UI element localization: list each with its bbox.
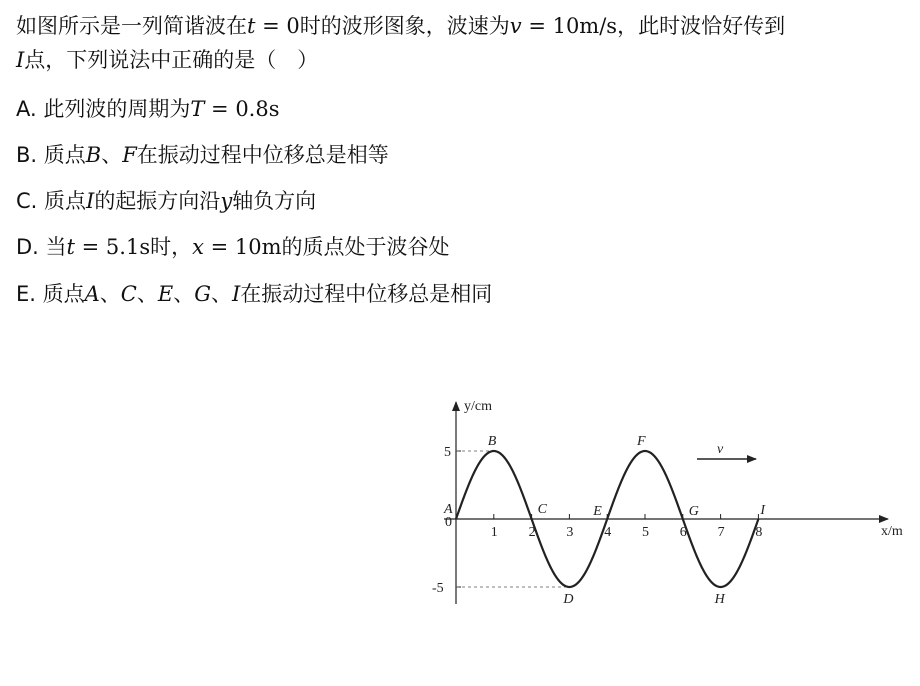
math-eq: = 10m/s — [521, 14, 618, 38]
point-label: D — [563, 592, 574, 607]
point-label: A — [444, 502, 453, 517]
x-tick-label: 5 — [642, 525, 649, 540]
x-tick-label: 4 — [604, 525, 612, 540]
point-label: C — [537, 502, 547, 517]
math-t: t — [247, 14, 256, 38]
point-label: E — [593, 504, 602, 519]
math-eq: = 0 — [255, 14, 300, 38]
point-label: H — [714, 592, 725, 607]
x-tick-label: 7 — [717, 525, 725, 540]
x-tick-label: 2 — [528, 525, 536, 540]
y-tick-label: 5 — [444, 445, 451, 460]
wave-figure — [420, 392, 920, 622]
option-e[interactable]: E. 质点A、C、E、G、I在振动过程中位移总是相同 — [16, 282, 493, 306]
math-v: v — [509, 14, 522, 38]
velocity-arrow — [697, 442, 756, 459]
option-d[interactable]: D. 当t = 5.1s时，x = 10m的质点处于波谷处 — [16, 235, 450, 259]
option-c[interactable]: C. 质点I的起振方向沿y轴负方向 — [16, 189, 317, 213]
x-axis-label: x/m — [881, 524, 903, 539]
point-label: F — [637, 434, 646, 449]
axes — [444, 402, 888, 604]
x-tick-label: 3 — [566, 525, 574, 540]
velocity-label: v — [717, 442, 724, 457]
stem-text: 如图所示是一列简谐波在 — [16, 14, 247, 38]
y-axis-label: y/cm — [464, 399, 492, 414]
stem-line-1 — [16, 12, 785, 40]
axis-and-point-labels — [432, 399, 903, 607]
stem-line-2 — [16, 46, 318, 74]
x-tick-label: 0 — [445, 515, 452, 530]
point-label: G — [688, 504, 699, 519]
x-tick-label: 8 — [755, 525, 763, 540]
stem-text: ，此时波恰好传到 — [617, 14, 786, 38]
x-tick-label: 6 — [679, 525, 687, 540]
option-a[interactable]: A. 此列波的周期为T = 0.8s — [16, 97, 280, 121]
y-tick-label: -5 — [432, 581, 444, 596]
point-label: B — [487, 434, 497, 449]
point-label: I — [760, 503, 766, 518]
stem-text: 点，下列说法中正确的是（ ） — [24, 48, 319, 72]
x-tick-label: 1 — [490, 525, 498, 540]
option-b[interactable]: B. 质点B、F在振动过程中位移总是相等 — [16, 143, 389, 167]
math-I: I — [16, 48, 25, 72]
stem-text: 时的波形图象，波速为 — [299, 14, 510, 38]
